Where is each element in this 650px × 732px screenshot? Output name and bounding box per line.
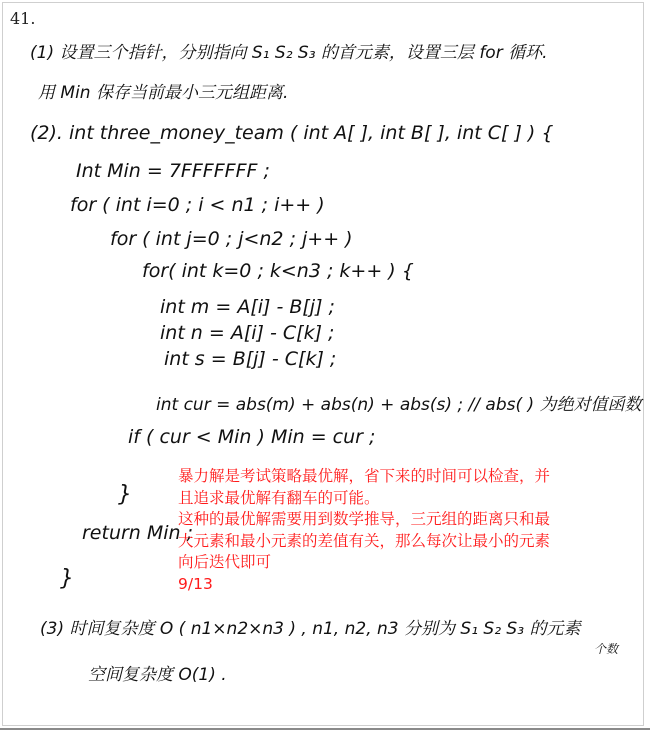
- comment-line-4: 大元素和最小元素的差值有关，那么每次让最小的元素: [178, 531, 551, 550]
- for-j-loop: for ( int j=0 ; j<n2 ; j++ ): [110, 228, 353, 250]
- cur-declaration: int cur = abs(m) + abs(n) + abs(s) ; // abs( ) 为绝对值函数: [156, 395, 642, 415]
- return-statement: return Min ;: [82, 522, 194, 544]
- comment-line-5: 向后迭代即可: [178, 553, 272, 571]
- part1-line1: (1) 设置三个指针，分别指向 S₁ S₂ S₃ 的首元素，设置三层 for 循环.: [30, 43, 548, 63]
- outer-closing-brace: }: [60, 566, 74, 591]
- s-declaration: int s = B[j] - C[k] ;: [164, 348, 337, 370]
- inner-closing-brace: }: [118, 482, 132, 507]
- for-i-loop: for ( int i=0 ; i < n1 ; i++ ): [70, 194, 325, 216]
- comment-line-1: 暴力解是考试策略最优解，省下来的时间可以检查，并: [178, 467, 551, 485]
- bottom-rule: [0, 728, 650, 730]
- function-signature: (2). int three_money_team ( int A[ ], int B[ ], int C[ ] ) {: [30, 122, 554, 144]
- comment-line-3: 这种的最优解需要用到数学推导，三元组的距离只和最: [178, 510, 551, 528]
- comment-line-2: 且追求最优解有翻车的可能。: [178, 488, 380, 507]
- m-declaration: int m = A[i] - B[j] ;: [160, 296, 335, 318]
- time-complexity-continued: 个数: [594, 642, 619, 656]
- time-complexity: (3) 时间复杂度 O ( n1×n2×n3 ) , n1, n2, n3 分别为 S₁ S₂ S₃ 的元素: [40, 619, 581, 639]
- min-declaration: Int Min = 7FFFFFFF ;: [76, 160, 270, 182]
- part1-line2: 用 Min 保存当前最小三元组距离.: [38, 83, 289, 103]
- question-number: 41.: [10, 9, 36, 28]
- n-declaration: int n = A[i] - C[k] ;: [160, 322, 335, 344]
- score: 9/13: [178, 574, 213, 593]
- for-k-loop: for( int k=0 ; k<n3 ; k++ ) {: [142, 260, 414, 282]
- space-complexity: 空间复杂度 O(1) .: [88, 665, 227, 685]
- teacher-comment: [178, 466, 550, 595]
- if-statement: if ( cur < Min ) Min = cur ;: [128, 426, 376, 448]
